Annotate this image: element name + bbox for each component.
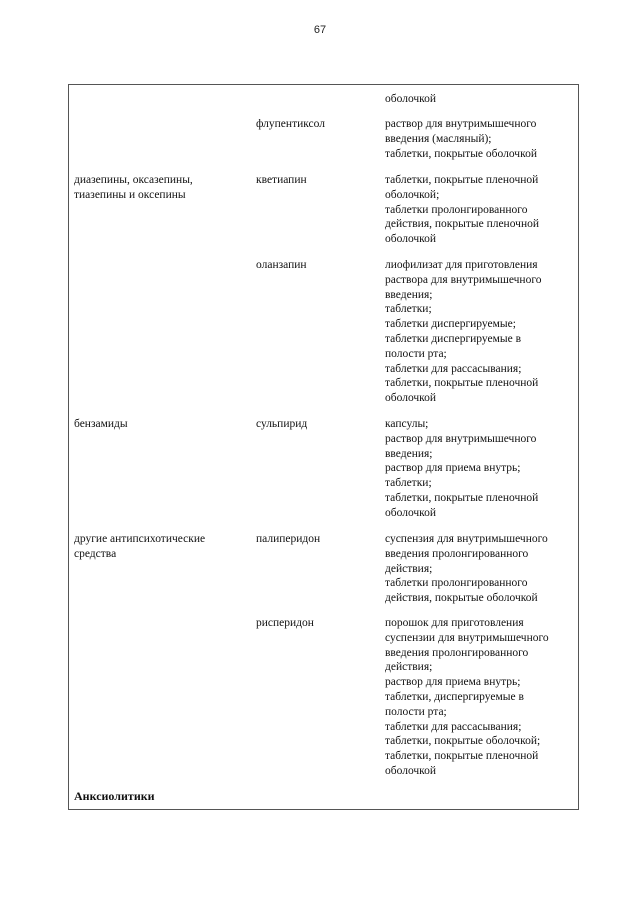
drug-cell: сульпирид (256, 418, 308, 430)
dosage-form-cell: лиофилизат для приготовления раствора для внутримышечного введения; таблетки; таблетки диспергируемые; таблетки диспергируемые в полости рта; таблетки для рассасывания; таблетки, покрытые пленочной оболочкой (385, 259, 542, 405)
group-cell: диазепины, оксазепины, тиазепины и оксепины (74, 174, 193, 201)
dosage-form-cell: суспензия для внутримышечного введения пролонгированного действия; таблетки пролонгированного действия, покрытые оболочкой (385, 533, 548, 605)
dosage-form-cell: оболочкой (385, 93, 437, 105)
dosage-form-cell: раствор для внутримышечного введения (масляный); таблетки, покрытые оболочкой (385, 118, 537, 160)
page-number: 67 (313, 24, 327, 36)
drug-table (68, 84, 579, 810)
group-cell: бензамиды (74, 418, 128, 430)
drug-cell: рисперидон (256, 617, 314, 629)
group-cell: другие антипсихотические средства (74, 533, 206, 560)
section-heading: Анксиолитики (74, 789, 155, 803)
dosage-form-cell: порошок для приготовления суспензии для внутримышечного введения пролонгированного действия; раствор для приема внутрь; таблетки, диспергируемые в полости рта; таблетки для рассасывания; таблетки, покрытые оболочкой; таблетки, покрытые пленочной оболочкой (385, 617, 549, 777)
drug-cell: флупентиксол (256, 118, 325, 130)
dosage-form-cell: таблетки, покрытые пленочной оболочкой; таблетки пролонгированного действия, покрытые пленочной оболочкой (385, 174, 540, 246)
drug-cell: оланзапин (256, 259, 307, 271)
drug-cell: палиперидон (256, 533, 321, 545)
dosage-form-cell: капсулы; раствор для внутримышечного введения; раствор для приема внутрь; таблетки; таблетки, покрытые пленочной оболочкой (385, 418, 539, 519)
drug-cell: кветиапин (256, 174, 307, 186)
